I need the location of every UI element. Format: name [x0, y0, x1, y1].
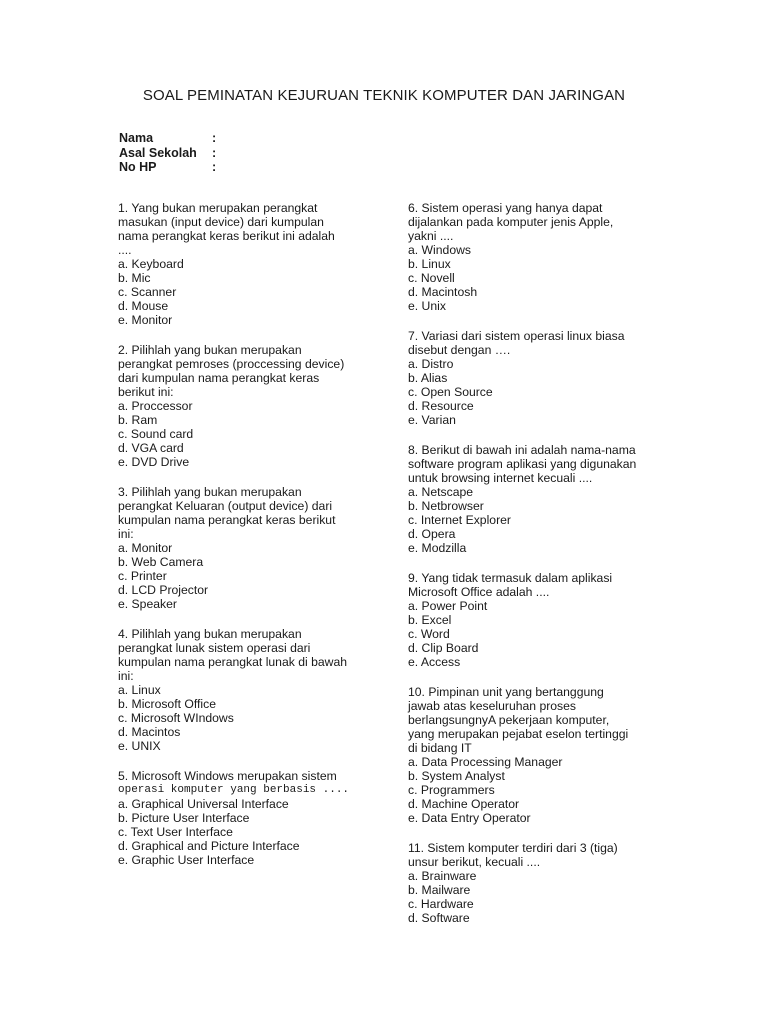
identity-colon: : [212, 160, 217, 174]
answer-option: a. Keyboard [118, 257, 184, 271]
identity-row-phone [119, 160, 216, 175]
question-block [118, 627, 378, 753]
answer-option: d. Machine Operator [408, 797, 520, 811]
answer-option: a. Windows [408, 243, 471, 257]
question-block [408, 571, 668, 669]
answer-option: b. Microsoft Office [118, 697, 216, 711]
answer-option: e. Varian [408, 413, 456, 427]
answer-option: a. Distro [408, 357, 454, 371]
answer-option: b. Mailware [408, 883, 471, 897]
identity-colon: : [212, 131, 217, 145]
question-stem: 7. Variasi dari sistem operasi linux biasa disebut dengan …. [408, 329, 625, 357]
answer-option: c. Novell [408, 271, 455, 285]
question-column-right [408, 201, 668, 941]
question-stem: 5. Microsoft Windows merupakan sistem [118, 769, 337, 783]
answer-option: e. DVD Drive [118, 455, 190, 469]
question-block [118, 343, 378, 469]
question-stem-continuation: operasi komputer yang berbasis .... [118, 784, 350, 796]
identity-label: Nama [119, 131, 154, 145]
answer-option: c. Scanner [118, 285, 177, 299]
question-stem: 6. Sistem operasi yang hanya dapat dijalankan pada komputer jenis Apple, yakni .... [408, 201, 614, 243]
answer-option: e. UNIX [118, 739, 161, 753]
answer-option: b. Ram [118, 413, 158, 427]
answer-option: b. Picture User Interface [118, 811, 250, 825]
answer-option: b. System Analyst [408, 769, 505, 783]
question-block [118, 485, 378, 611]
answer-option: c. Text User Interface [118, 825, 233, 839]
question-block [408, 443, 668, 555]
question-stem: 1. Yang bukan merupakan perangkat masukan (input device) dari kumpulan nama perangkat keras berikut ini adalah .... [118, 201, 335, 257]
question-block [118, 769, 378, 867]
answer-option: c. Printer [118, 569, 167, 583]
answer-option: e. Modzilla [408, 541, 467, 555]
answer-option: d. Macintosh [408, 285, 478, 299]
answer-option: d. Software [408, 911, 470, 925]
identity-block [119, 131, 216, 175]
answer-option: c. Sound card [118, 427, 194, 441]
answer-option: e. Monitor [118, 313, 173, 327]
answer-option: b. Linux [408, 257, 451, 271]
answer-option: a. Data Processing Manager [408, 755, 563, 769]
question-stem: 10. Pimpinan unit yang bertanggung jawab atas keseluruhan proses berlangsungnyA pekerjaan komputer, yang merupakan pejabat eselon tertinggi di bidang IT [408, 685, 629, 755]
question-block [408, 329, 668, 427]
answer-option: e. Unix [408, 299, 446, 313]
answer-option: c. Internet Explorer [408, 513, 511, 527]
answer-option: d. Resource [408, 399, 474, 413]
answer-option: c. Programmers [408, 783, 495, 797]
answer-option: c. Microsoft WIndows [118, 711, 234, 725]
identity-colon: : [212, 145, 217, 160]
question-stem: 2. Pilihlah yang bukan merupakan perangkat pemroses (proccessing device) dari kumpulan nama perangkat keras berikut ini: [118, 343, 345, 399]
answer-option: b. Alias [408, 371, 448, 385]
answer-option: a. Power Point [408, 599, 488, 613]
answer-option: d. Clip Board [408, 641, 479, 655]
question-stem: 9. Yang tidak termasuk dalam aplikasi Microsoft Office adalah .... [408, 571, 613, 599]
answer-option: e. Graphic User Interface [118, 853, 255, 867]
question-stem: 11. Sistem komputer terdiri dari 3 (tiga) unsur berikut, kecuali .... [408, 841, 618, 869]
answer-option: b. Web Camera [118, 555, 204, 569]
answer-option: a. Graphical Universal Interface [118, 797, 289, 811]
answer-option: a. Linux [118, 683, 161, 697]
answer-option: a. Proccessor [118, 399, 193, 413]
answer-option: b. Excel [408, 613, 452, 627]
answer-option: d. VGA card [118, 441, 184, 455]
answer-option: d. Mouse [118, 299, 169, 313]
question-stem: 4. Pilihlah yang bukan merupakan perangkat lunak sistem operasi dari kumpulan nama perangkat lunak di bawah ini: [118, 627, 348, 683]
answer-option: d. LCD Projector [118, 583, 209, 597]
question-block [408, 841, 668, 925]
question-stem: 8. Berikut di bawah ini adalah nama-nama software program aplikasi yang digunakan untuk browsing internet kecuali .... [408, 443, 637, 485]
answer-option: c. Open Source [408, 385, 493, 399]
identity-label: Asal Sekolah [119, 145, 197, 160]
question-block [118, 201, 378, 327]
answer-option: a. Brainware [408, 869, 477, 883]
answer-option: e. Speaker [118, 597, 177, 611]
question-block [408, 201, 668, 313]
answer-option: d. Macintos [118, 725, 181, 739]
answer-option: b. Netbrowser [408, 499, 484, 513]
answer-option: b. Mic [118, 271, 151, 285]
answer-option: a. Netscape [408, 485, 474, 499]
answer-option: e. Access [408, 655, 461, 669]
question-stem: 3. Pilihlah yang bukan merupakan perangkat Keluaran (output device) dari kumpulan nama perangkat keras berikut ini: [118, 485, 336, 541]
answer-option: d. Opera [408, 527, 456, 541]
answer-option: d. Graphical and Picture Interface [118, 839, 300, 853]
page-title: SOAL PEMINATAN KEJURUAN TEKNIK KOMPUTER DAN JARINGAN [142, 87, 626, 104]
identity-row-school [119, 146, 216, 161]
answer-option: c. Hardware [408, 897, 474, 911]
question-column-left [118, 201, 378, 883]
question-block [408, 685, 668, 825]
answer-option: e. Data Entry Operator [408, 811, 531, 825]
identity-row-name [119, 131, 216, 146]
identity-label: No HP [119, 160, 157, 174]
answer-option: c. Word [408, 627, 450, 641]
answer-option: a. Monitor [118, 541, 173, 555]
